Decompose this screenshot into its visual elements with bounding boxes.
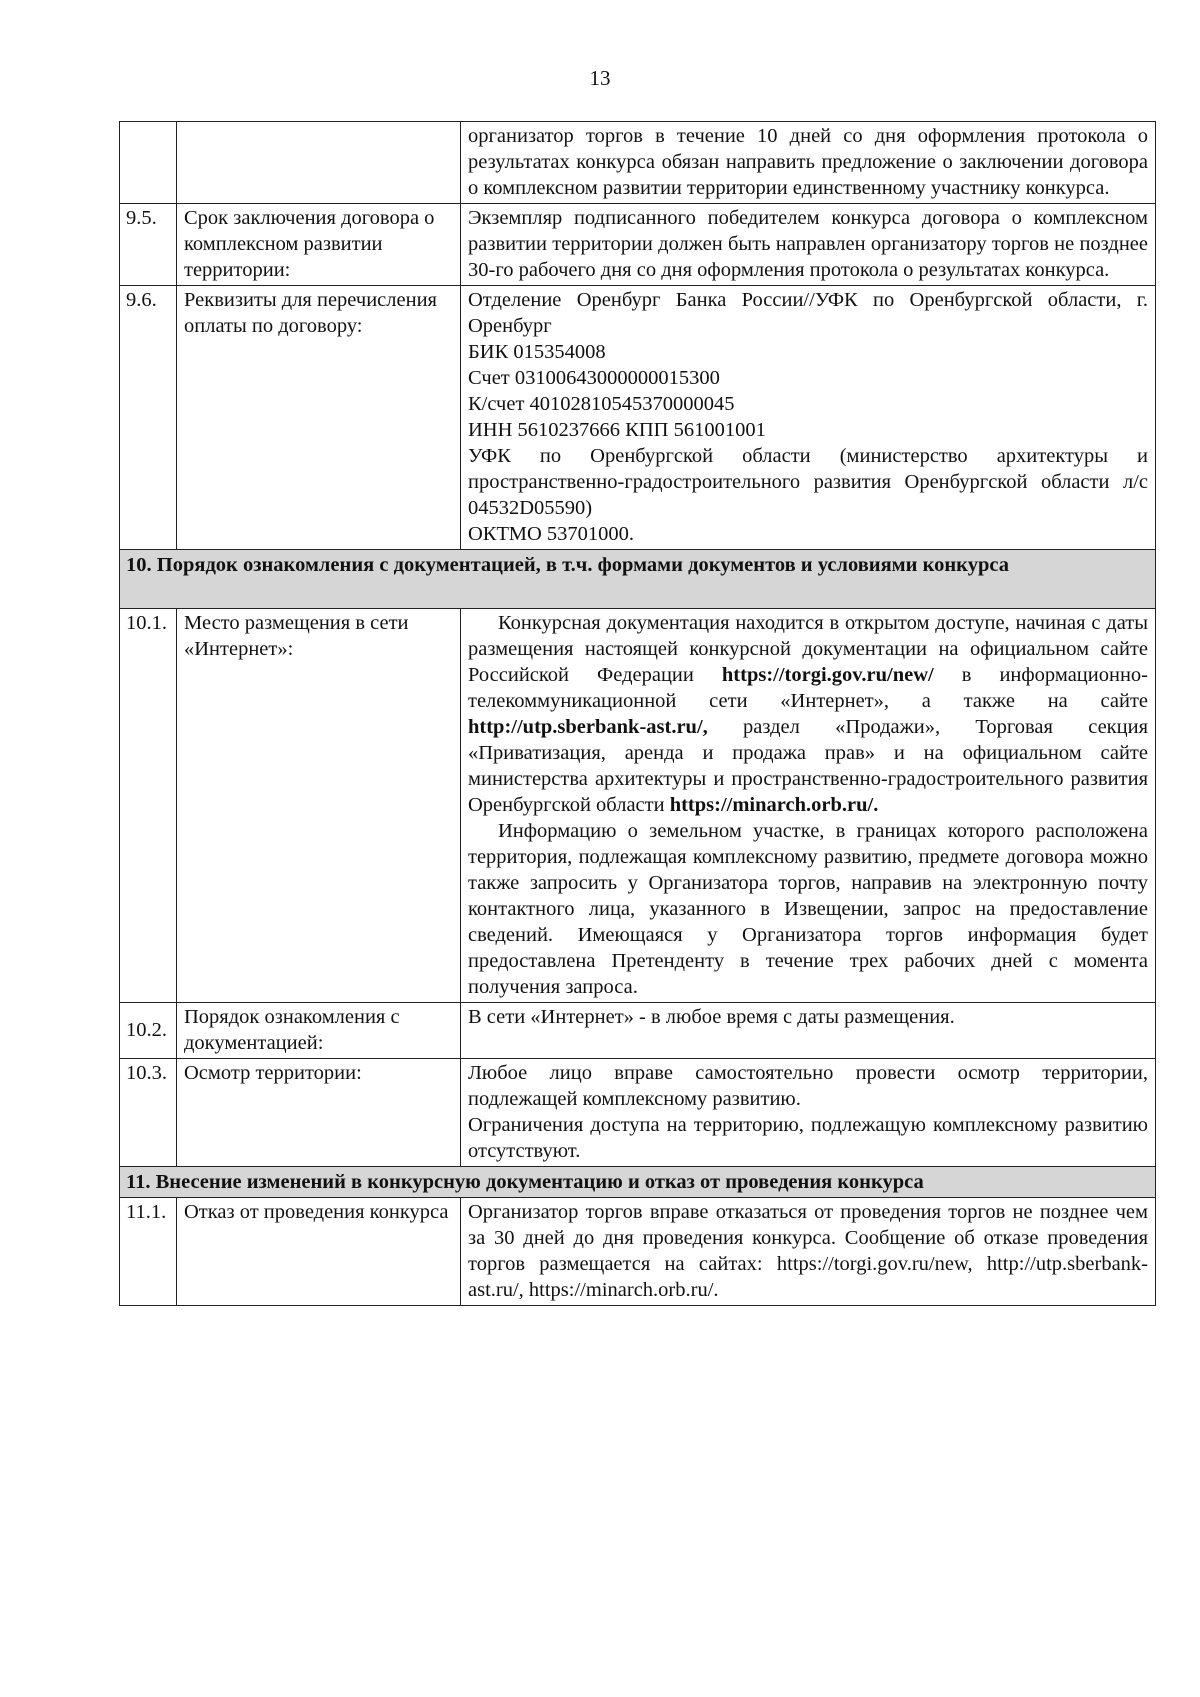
row-content: организатор торгов в течение 10 дней со дня оформления протокола о результатах конкурса обязан направить предложение о заключении договора о комплексном развитии территории единственному участнику конкурса. xyxy=(461,122,1156,204)
section-title: 11. Внесение изменений в конкурсную документацию и отказ от проведения конкурса xyxy=(120,1167,1156,1198)
payment-details-bank: Отделение Оренбург Банка России//УФК по Оренбургской области, г. Оренбург xyxy=(468,289,1148,337)
row-label: Реквизиты для перечисления оплаты по договору: xyxy=(177,286,461,550)
payment-details-bik: БИК 015354008 xyxy=(468,341,606,363)
sberbank-ast-link[interactable]: http://utp.sberbank-ast.ru/, xyxy=(468,716,708,738)
row-number: 9.6. xyxy=(120,286,177,550)
row-content: Экземпляр подписанного победителем конкурса договора о комплексном развитии территории должен быть направлен организатору торгов не позднее 30-го рабочего дня со дня оформления протокола о результатах конкурса. xyxy=(461,204,1156,286)
table-row-10-1 xyxy=(120,609,1156,1003)
payment-details xyxy=(461,286,1156,550)
row-content: В сети «Интернет» - в любое время с даты размещения. xyxy=(461,1003,1156,1059)
access-restrictions-paragraph: Ограничения доступа на территорию, подлежащую комплексному развитию отсутствуют. xyxy=(468,1114,1148,1162)
row-label: Порядок ознакомления с документацией: xyxy=(177,1003,461,1059)
text-fragment: раздел «Продажи», Торговая секция «Приватизация, аренда и продажа прав» и на официальном сайте министерства архитектуры и пространственно-градостроительного развития Оренбургской области xyxy=(468,716,1148,816)
payment-details-inn-kpp: ИНН 5610237666 КПП 561001001 xyxy=(468,419,766,441)
table-row-9-6 xyxy=(120,286,1156,550)
row-content xyxy=(461,609,1156,1003)
minarch-link[interactable]: https://minarch.orb.ru/. xyxy=(669,794,879,816)
table-row-10-3 xyxy=(120,1059,1156,1167)
row-label: Место размещения в сети «Интернет»: xyxy=(177,609,461,1003)
payment-details-account: Счет 03100643000000015300 xyxy=(468,367,720,389)
tender-terms-table xyxy=(119,121,1156,1306)
row-label: Срок заключения договора о комплексном развитии территории: xyxy=(177,204,461,286)
payment-details-oktmo: ОКТМО 53701000. xyxy=(468,523,635,545)
payment-details-recipient: УФК по Оренбургской области (министерство архитектуры и пространственно-градостроительного развития Оренбургской области л/с 04532D05590) xyxy=(468,445,1148,519)
text-fragment: Конкурсная документация находится в открытом доступе, начиная с даты размещения настоящей конкурсной документации на официальном сайте Российской Федерации xyxy=(468,612,1148,686)
section-heading-10 xyxy=(120,550,1156,609)
row-number: 10.2. xyxy=(120,1003,177,1059)
row-label: Осмотр территории: xyxy=(177,1059,461,1167)
section-title: 10. Порядок ознакомления с документацией, в т.ч. формами документов и условиями конкурса xyxy=(120,550,1156,609)
inspection-paragraph: Любое лицо вправе самостоятельно провести осмотр территории, подлежащей комплексному развитию. xyxy=(468,1062,1148,1110)
row-content xyxy=(461,1059,1156,1167)
row-number: 10.1. xyxy=(120,609,177,1003)
row-number: 11.1. xyxy=(120,1198,177,1306)
text-fragment: в информационно-телекоммуникационной сети «Интернет», а также на сайте xyxy=(468,664,1149,712)
row-number: 10.3. xyxy=(120,1059,177,1167)
table-row-10-2 xyxy=(120,1003,1156,1059)
row-label: Отказ от проведения конкурса xyxy=(177,1198,461,1306)
row-label-cell xyxy=(177,122,461,204)
table-row-9-4-continued xyxy=(120,122,1156,204)
table-row-9-5 xyxy=(120,204,1156,286)
table-row-11-1 xyxy=(120,1198,1156,1306)
row-content: Организатор торгов вправе отказаться от проведения торгов не позднее чем за 30 дней до дня проведения конкурса. Сообщение об отказе проведения торгов размещается на сайтах: https://torgi.gov.ru/new, http://utp.sberbank-ast.ru/, https://minarch.orb.ru/. xyxy=(461,1198,1156,1306)
documentation-location-paragraph xyxy=(468,610,1148,818)
section-heading-11 xyxy=(120,1167,1156,1198)
row-number-cell xyxy=(120,122,177,204)
page-number: 13 xyxy=(589,66,611,90)
payment-details-corr-account: К/счет 40102810545370000045 xyxy=(468,393,735,415)
torgi-link[interactable]: https://torgi.gov.ru/new/ xyxy=(721,664,934,686)
row-number: 9.5. xyxy=(120,204,177,286)
land-plot-info-paragraph: Информацию о земельном участке, в границах которого расположена территория, подлежащая комплексному развитию, предмете договора можно также запросить у Организатора торгов, направив на электронную почту контактного лица, указанного в Извещении, запрос на предоставление сведений. Имеющаяся у Организатора торгов информация будет предоставлена Претенденту в течение трех рабочих дней с момента получения запроса. xyxy=(468,820,1148,998)
